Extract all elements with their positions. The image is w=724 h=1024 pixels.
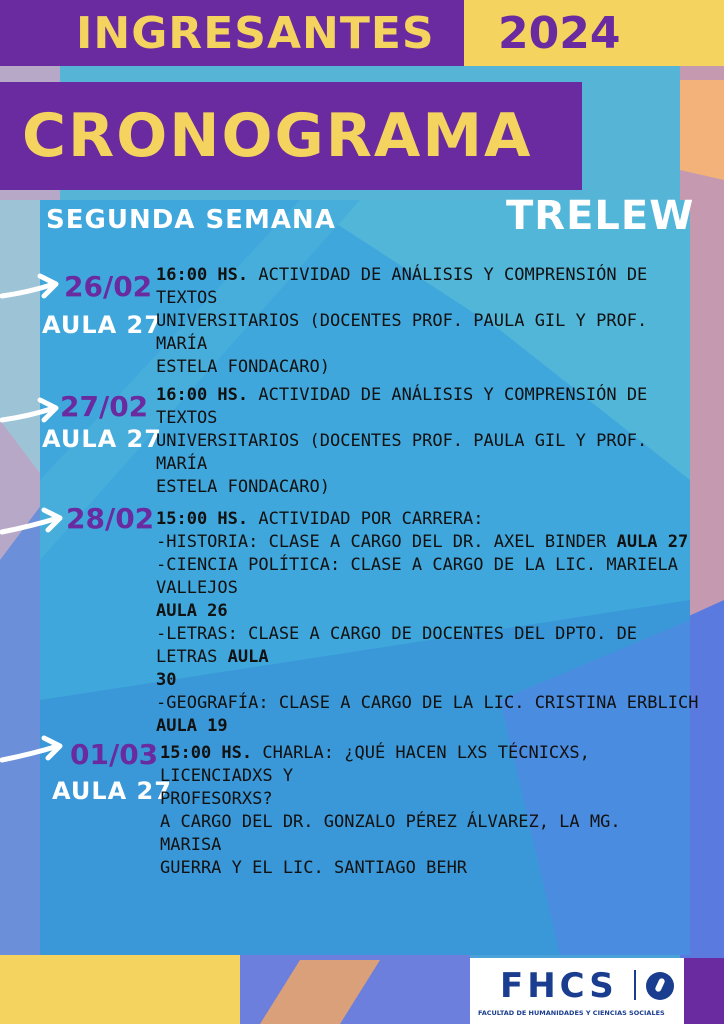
logo-subtitle: FACULTAD DE HUMANIDADES Y CIENCIAS SOCIALES xyxy=(478,1009,665,1017)
header-title: INGRESANTES xyxy=(76,8,435,59)
event-time: 15:00 HS. xyxy=(156,509,249,529)
cronograma-band xyxy=(0,82,582,190)
arrow-icon xyxy=(0,502,64,542)
event-room: AULA 27 xyxy=(42,311,162,339)
event-room: AULA 27 xyxy=(42,425,162,453)
arrow-icon xyxy=(0,270,60,310)
event-date: 28/02 xyxy=(66,502,155,535)
header-year: 2024 xyxy=(498,8,621,59)
event-description: 15:00 HS. CHARLA: ¿QUÉ HACEN LXS TÉCNICXS, LICENCIADXS Y PROFESORXS? A CARGO DEL DR. GONZALO PÉREZ ÁLVAREZ, LA MG. MARISA GUERRA Y EL LIC. SANTIAGO BEHR xyxy=(160,743,621,878)
event-description: 15:00 HS. ACTIVIDAD POR CARRERA: -HISTORIA: CLASE A CARGO DEL DR. AXEL BINDER AULA 27 -CIENCIA POLÍTICA: CLASE A CARGO DE LA LIC. MARIELA VALLEJOS AULA 26 -LETRAS: CLASE A CARGO DE DOCENTES DEL DPTO. DE LETRAS AULA 30 -GEOGRAFÍA: CLASE A CARGO DE LA LIC. CRISTINA ERBLICH AULA 19 xyxy=(156,508,704,738)
event-date: 01/03 xyxy=(70,738,159,771)
logo-text: FHCS xyxy=(500,966,618,1006)
header-year-band xyxy=(464,0,724,66)
event-time: 16:00 HS. xyxy=(156,385,249,405)
pen-icon xyxy=(646,972,674,1000)
list-item: -HISTORIA: CLASE A CARGO DEL DR. AXEL BINDER AULA 27 xyxy=(156,532,689,552)
logo-divider xyxy=(634,970,636,1000)
cronograma-title: CRONOGRAMA xyxy=(22,101,533,171)
header-ingresantes-band xyxy=(0,0,464,66)
city-label: TRELEW xyxy=(506,193,695,239)
event-room: AULA 27 xyxy=(52,777,172,805)
event-description: 16:00 HS. ACTIVIDAD DE ANÁLISIS Y COMPRENSIÓN DE TEXTOS UNIVERSITARIOS (DOCENTES PROF. PAULA GIL Y PROF. MARÍA ESTELA FONDACARO) xyxy=(156,385,648,497)
event-date: 26/02 xyxy=(64,270,153,303)
event-time: 15:00 HS. xyxy=(160,743,253,763)
list-item: -GEOGRAFÍA: CLASE A CARGO DE LA LIC. CRISTINA ERBLICH AULA 19 xyxy=(156,693,699,736)
week-label: SEGUNDA SEMANA xyxy=(46,205,336,235)
list-item: -CIENCIA POLÍTICA: CLASE A CARGO DE LA LIC. MARIELA VALLEJOS xyxy=(156,555,678,598)
event-description: 16:00 HS. ACTIVIDAD DE ANÁLISIS Y COMPRENSIÓN DE TEXTOS UNIVERSITARIOS (DOCENTES PROF. PAULA GIL Y PROF. MARÍA ESTELA FONDACARO) xyxy=(156,265,648,377)
event-time: 16:00 HS. xyxy=(156,265,249,285)
event-date: 27/02 xyxy=(60,390,149,423)
list-item: -LETRAS: CLASE A CARGO DE DOCENTES DEL DPTO. DE LETRAS AULA xyxy=(156,624,638,667)
fhcs-logo xyxy=(470,958,684,1024)
arrow-icon xyxy=(0,730,64,770)
